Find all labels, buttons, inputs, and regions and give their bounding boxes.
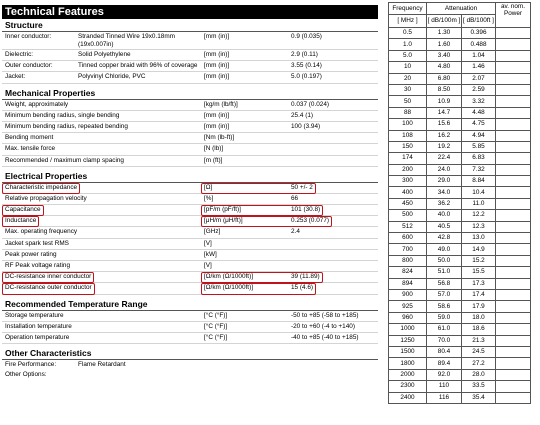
power-cell	[496, 84, 531, 95]
spec-row	[2, 283, 378, 294]
spec-unit: [mm (in)]	[204, 51, 230, 58]
db100ft-cell: 8.84	[462, 176, 496, 187]
frequency-cell: 500	[389, 210, 427, 221]
spec-row	[2, 32, 378, 50]
attenuation-row	[389, 392, 531, 403]
unit-db100ft: [ dB/100ft ]	[462, 15, 496, 28]
db100ft-cell: 0.396	[462, 28, 496, 39]
db100m-cell: 80.4	[427, 346, 462, 357]
power-cell	[496, 255, 531, 266]
spec-name: Max. operating frequency	[5, 228, 78, 236]
power-cell	[496, 96, 531, 107]
power-cell	[496, 50, 531, 61]
power-cell	[496, 141, 531, 152]
spec-value: 15 (4.6)	[291, 284, 314, 292]
attenuation-row	[389, 312, 531, 323]
power-cell	[496, 107, 531, 118]
spec-row	[2, 360, 378, 370]
db100m-cell: 8.50	[427, 84, 462, 95]
spec-unit: [mm (in)]	[204, 111, 230, 119]
db100ft-cell: 7.32	[462, 164, 496, 175]
power-cell	[496, 324, 531, 335]
spec-row	[2, 227, 378, 238]
frequency-cell: 960	[389, 312, 427, 323]
spec-unit: [Ω/km (Ω/1000ft)]	[204, 284, 253, 292]
spec-unit: [Nm (lb-ft)]	[204, 134, 235, 142]
spec-row	[2, 261, 378, 272]
spec-row	[2, 250, 378, 261]
attenuation-row	[389, 267, 531, 278]
spec-name: Relative propagation velocity	[5, 194, 87, 202]
spec-value: 3.55 (0.14)	[291, 62, 322, 70]
power-cell	[496, 28, 531, 39]
spec-value: 0.037 (0.024)	[291, 100, 330, 108]
db100ft-cell: 0.488	[462, 39, 496, 50]
spec-row	[2, 272, 378, 283]
attenuation-row	[389, 164, 531, 175]
db100m-cell: 24.0	[427, 164, 462, 175]
frequency-cell: 1500	[389, 346, 427, 357]
db100m-cell: 89.4	[427, 358, 462, 369]
frequency-cell: 450	[389, 198, 427, 209]
spec-unit: [m (ft)]	[204, 156, 223, 164]
db100m-cell: 49.0	[427, 244, 462, 255]
frequency-cell: 20	[389, 73, 427, 84]
db100ft-cell: 12.3	[462, 221, 496, 232]
spec-row	[2, 122, 378, 133]
attenuation-row	[389, 324, 531, 335]
spec-unit: [V]	[204, 239, 212, 247]
db100ft-cell: 28.0	[462, 369, 496, 380]
db100m-cell: 56.8	[427, 278, 462, 289]
spec-name: Storage temperature	[5, 311, 64, 319]
spec-name: Installation temperature	[5, 322, 72, 330]
spec-description: Flame Retardant	[78, 361, 126, 369]
db100m-cell: 57.0	[427, 289, 462, 300]
spec-row	[2, 205, 378, 216]
db100ft-cell: 12.2	[462, 210, 496, 221]
db100ft-cell: 33.5	[462, 381, 496, 392]
db100ft-cell: 15.5	[462, 267, 496, 278]
spec-row	[2, 100, 378, 111]
spec-value: 5.0 (0.197)	[291, 73, 322, 81]
db100ft-cell: 24.5	[462, 346, 496, 357]
main-title: Technical Features	[2, 5, 378, 19]
spec-name: Recommended / maximum clamp spacing	[5, 156, 124, 164]
attenuation-row	[389, 84, 531, 95]
power-cell	[496, 244, 531, 255]
db100m-cell: 40.0	[427, 210, 462, 221]
db100m-cell: 3.40	[427, 50, 462, 61]
attenuation-row	[389, 198, 531, 209]
attenuation-row	[389, 96, 531, 107]
spec-value: 2.4	[291, 228, 300, 236]
spec-row	[2, 50, 378, 61]
db100ft-cell: 1.04	[462, 50, 496, 61]
section-title: Other Characteristics	[2, 347, 378, 360]
power-cell	[496, 62, 531, 73]
db100m-cell: 6.80	[427, 73, 462, 84]
frequency-cell: 5.0	[389, 50, 427, 61]
attenuation-row	[389, 62, 531, 73]
db100m-cell: 51.0	[427, 267, 462, 278]
power-cell	[496, 369, 531, 380]
section-title: Electrical Properties	[2, 170, 378, 183]
frequency-cell: 200	[389, 164, 427, 175]
db100m-cell: 4.80	[427, 62, 462, 73]
db100m-cell: 1.60	[427, 39, 462, 50]
spec-value: 0.9 (0.035)	[291, 33, 322, 40]
spec-name: Inductance	[5, 217, 37, 225]
spec-name: Characteristic impedance	[5, 183, 78, 191]
power-cell	[496, 301, 531, 312]
power-cell	[496, 119, 531, 130]
spec-name: DC-resistance outer conductor	[5, 284, 92, 292]
spec-name: Weight, approximately	[5, 100, 69, 108]
spec-name: Operation temperature	[5, 333, 70, 341]
spec-name: Fire Performance:	[5, 361, 57, 369]
attenuation-row	[389, 358, 531, 369]
frequency-cell: 174	[389, 153, 427, 164]
spec-row	[2, 72, 378, 83]
spec-value: 66	[291, 194, 299, 202]
db100ft-cell: 35.4	[462, 392, 496, 403]
db100ft-cell: 27.2	[462, 358, 496, 369]
frequency-cell: 2300	[389, 381, 427, 392]
spec-name: Dielectric:	[5, 51, 34, 58]
frequency-cell: 300	[389, 176, 427, 187]
frequency-cell: 50	[389, 96, 427, 107]
frequency-cell: 2000	[389, 369, 427, 380]
db100ft-cell: 4.94	[462, 130, 496, 141]
spec-unit: [μH/m (μH/ft)]	[204, 217, 243, 225]
spec-sheet	[2, 5, 378, 381]
attenuation-row	[389, 130, 531, 141]
spec-row	[2, 322, 378, 333]
attenuation-row	[389, 221, 531, 232]
spec-unit: [°C (°F)]	[204, 333, 228, 341]
db100m-cell: 42.8	[427, 233, 462, 244]
db100m-cell: 92.0	[427, 369, 462, 380]
spec-description: Polyvinyl Chloride, PVC	[78, 73, 146, 81]
db100ft-cell: 4.48	[462, 107, 496, 118]
power-cell	[496, 358, 531, 369]
frequency-cell: 1.0	[389, 39, 427, 50]
spec-name: Inner conductor:	[5, 33, 52, 40]
frequency-cell: 2400	[389, 392, 427, 403]
spec-name: Minimum bending radius, repeated bending	[5, 122, 128, 130]
spec-value: -20 to +60 (-4 to +140)	[291, 322, 355, 330]
db100ft-cell: 3.32	[462, 96, 496, 107]
db100m-cell: 14.7	[427, 107, 462, 118]
db100ft-cell: 6.83	[462, 153, 496, 164]
sections-container	[2, 19, 378, 381]
db100m-cell: 15.6	[427, 119, 462, 130]
frequency-cell: 1250	[389, 335, 427, 346]
spec-value: -40 to +85 (-40 to +185)	[291, 333, 359, 341]
spec-name: Outer conductor:	[5, 62, 53, 70]
db100ft-cell: 18.6	[462, 324, 496, 335]
db100m-cell: 58.6	[427, 301, 462, 312]
attenuation-row	[389, 278, 531, 289]
db100ft-cell: 18.0	[462, 312, 496, 323]
spec-unit: [N (lb)]	[204, 145, 224, 153]
spec-description: Solid Polyethylene	[78, 51, 131, 58]
spec-name: Minimum bending radius, single bending	[5, 111, 120, 119]
db100ft-cell: 10.4	[462, 187, 496, 198]
db100m-cell: 110	[427, 381, 462, 392]
attenuation-row	[389, 176, 531, 187]
section-title: Mechanical Properties	[2, 87, 378, 100]
spec-unit: [%]	[204, 194, 214, 202]
db100m-cell: 36.2	[427, 198, 462, 209]
spec-unit: [°C (°F)]	[204, 311, 228, 319]
db100m-cell: 29.0	[427, 176, 462, 187]
power-cell	[496, 312, 531, 323]
spec-unit: [Ω]	[204, 183, 213, 191]
unit-mhz: [ MHz ]	[389, 15, 427, 28]
spec-unit: [mm (in)]	[204, 62, 230, 70]
spec-value: 100 (3.94)	[291, 122, 321, 130]
frequency-cell: 700	[389, 244, 427, 255]
spec-name: Bending moment	[5, 134, 54, 142]
db100ft-cell: 17.3	[462, 278, 496, 289]
db100m-cell: 40.5	[427, 221, 462, 232]
spec-name: Capacitance	[5, 206, 41, 214]
spec-name: RF Peak voltage rating	[5, 262, 71, 269]
power-cell	[496, 221, 531, 232]
attenuation-row	[389, 301, 531, 312]
attenuation-row	[389, 335, 531, 346]
frequency-cell: 925	[389, 301, 427, 312]
spec-row	[2, 111, 378, 122]
attenuation-table	[388, 2, 531, 404]
power-cell	[496, 39, 531, 50]
db100m-cell: 19.2	[427, 141, 462, 152]
spec-unit: [mm (in)]	[204, 122, 230, 130]
db100ft-cell: 15.2	[462, 255, 496, 266]
frequency-header: Frequency	[389, 3, 427, 15]
attenuation-row	[389, 187, 531, 198]
db100ft-cell: 13.0	[462, 233, 496, 244]
spec-row	[2, 61, 378, 72]
power-cell	[496, 73, 531, 84]
attenuation-row	[389, 39, 531, 50]
attenuation-header: Attenuation	[427, 3, 496, 15]
frequency-cell: 824	[389, 267, 427, 278]
power-cell	[496, 233, 531, 244]
power-cell	[496, 176, 531, 187]
attenuation-row	[389, 210, 531, 221]
db100ft-cell: 5.85	[462, 141, 496, 152]
spec-value: 39 (11.89)	[291, 273, 320, 281]
spec-name: Peak power rating	[5, 250, 57, 258]
spec-value: 2.9 (0.11)	[291, 51, 318, 58]
attenuation-body	[389, 28, 531, 404]
frequency-cell: 108	[389, 130, 427, 141]
db100ft-cell: 14.9	[462, 244, 496, 255]
attenuation-row	[389, 141, 531, 152]
spec-name: DC-resistance inner conductor	[5, 273, 92, 281]
db100m-cell: 116	[427, 392, 462, 403]
spec-row	[2, 370, 378, 380]
frequency-cell: 1800	[389, 358, 427, 369]
spec-value: -50 to +85 (-58 to +185)	[291, 311, 359, 319]
frequency-cell: 10	[389, 62, 427, 73]
spec-unit: [pF/m (pF/ft)]	[204, 206, 241, 214]
db100m-cell: 16.2	[427, 130, 462, 141]
spec-name: Other Options:	[5, 371, 47, 379]
spec-unit: [kg/m (lb/ft)]	[204, 100, 238, 108]
db100ft-cell: 11.0	[462, 198, 496, 209]
spec-unit: [Ω/km (Ω/1000ft)]	[204, 273, 253, 281]
spec-value: 50 +/- 2	[291, 183, 313, 191]
spec-value: 0.253 (0.077)	[291, 217, 330, 225]
spec-row	[2, 216, 378, 227]
attenuation-row	[389, 153, 531, 164]
db100ft-cell: 2.59	[462, 84, 496, 95]
frequency-cell: 1000	[389, 324, 427, 335]
spec-row	[2, 311, 378, 322]
spec-row	[2, 144, 378, 155]
power-cell	[496, 381, 531, 392]
db100ft-cell: 2.07	[462, 73, 496, 84]
power-cell	[496, 153, 531, 164]
spec-description: Tinned copper braid with 96% of coverage	[78, 62, 198, 70]
spec-name: Jacket spark test RMS	[5, 239, 69, 247]
spec-value: 25.4 (1)	[291, 111, 314, 119]
unit-db100m: [ dB/100m ]	[427, 15, 462, 28]
frequency-cell: 512	[389, 221, 427, 232]
spec-row	[2, 133, 378, 144]
power-cell	[496, 210, 531, 221]
spec-row	[2, 156, 378, 167]
db100ft-cell: 1.46	[462, 62, 496, 73]
spec-row	[2, 333, 378, 344]
spec-row	[2, 239, 378, 250]
frequency-cell: 150	[389, 141, 427, 152]
spec-description: Stranded Tinned Wire 19x0.18mm (19x0.007in)	[78, 33, 175, 48]
section-title: Recommended Temperature Range	[2, 298, 378, 311]
spec-name: Max. tensile force	[5, 145, 56, 153]
attenuation-row	[389, 289, 531, 300]
frequency-cell: 100	[389, 119, 427, 130]
power-cell	[496, 335, 531, 346]
spec-value: 101 (30.8)	[291, 206, 321, 214]
db100m-cell: 10.9	[427, 96, 462, 107]
db100ft-cell: 21.3	[462, 335, 496, 346]
attenuation-row	[389, 381, 531, 392]
power-cell	[496, 130, 531, 141]
attenuation-row	[389, 119, 531, 130]
power-cell	[496, 164, 531, 175]
attenuation-row	[389, 28, 531, 39]
spec-unit: [mm (in)]	[204, 73, 230, 81]
power-cell	[496, 187, 531, 198]
spec-unit: [mm (in)]	[204, 33, 230, 40]
db100ft-cell: 17.9	[462, 301, 496, 312]
db100ft-cell: 4.75	[462, 119, 496, 130]
section-title: Structure	[2, 19, 378, 32]
db100m-cell: 34.0	[427, 187, 462, 198]
frequency-cell: 800	[389, 255, 427, 266]
frequency-cell: 400	[389, 187, 427, 198]
db100m-cell: 1.30	[427, 28, 462, 39]
power-cell	[496, 198, 531, 209]
power-cell	[496, 392, 531, 403]
attenuation-row	[389, 233, 531, 244]
spec-unit: [°C (°F)]	[204, 322, 228, 330]
power-cell	[496, 289, 531, 300]
power-cell	[496, 278, 531, 289]
attenuation-row	[389, 369, 531, 380]
power-header: av. nom. Power	[496, 3, 531, 28]
frequency-cell: 894	[389, 278, 427, 289]
attenuation-row	[389, 244, 531, 255]
attenuation-row	[389, 107, 531, 118]
attenuation-row	[389, 50, 531, 61]
frequency-cell: 88	[389, 107, 427, 118]
db100ft-cell: 17.4	[462, 289, 496, 300]
db100m-cell: 50.0	[427, 255, 462, 266]
spec-unit: [GHz]	[204, 228, 221, 236]
spec-unit: [kW]	[204, 250, 217, 258]
attenuation-row	[389, 73, 531, 84]
attenuation-row	[389, 255, 531, 266]
frequency-cell: 600	[389, 233, 427, 244]
power-cell	[496, 267, 531, 278]
frequency-cell: 900	[389, 289, 427, 300]
db100m-cell: 61.0	[427, 324, 462, 335]
power-cell	[496, 346, 531, 357]
frequency-cell: 0.5	[389, 28, 427, 39]
spec-name: Jacket:	[5, 73, 26, 81]
spec-unit: [V]	[204, 262, 212, 269]
spec-row	[2, 183, 378, 194]
attenuation-row	[389, 346, 531, 357]
db100m-cell: 59.0	[427, 312, 462, 323]
db100m-cell: 22.4	[427, 153, 462, 164]
frequency-cell: 30	[389, 84, 427, 95]
db100m-cell: 70.0	[427, 335, 462, 346]
spec-row	[2, 194, 378, 205]
